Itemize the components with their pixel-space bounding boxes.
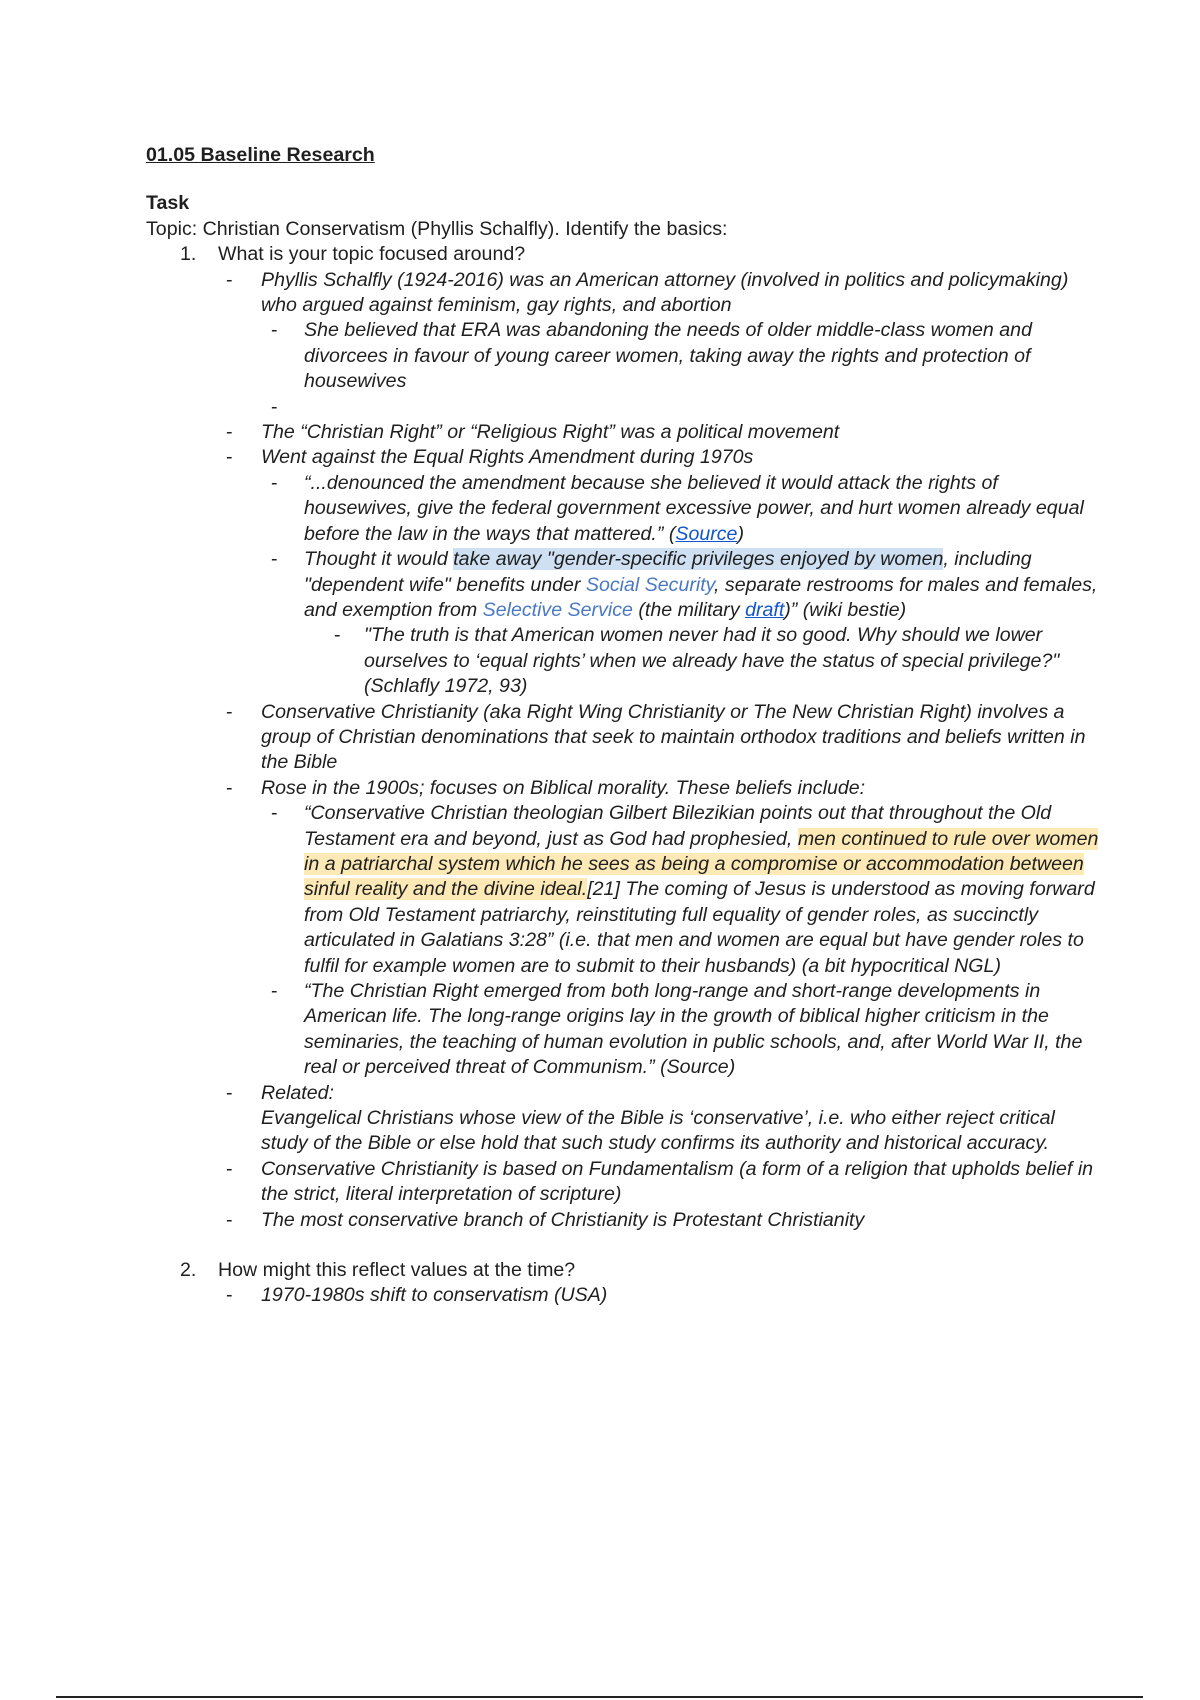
bullet-dash: - — [271, 548, 278, 571]
highlighted-text: take away "gender-specific privileges enjoyed by women — [453, 548, 944, 571]
bullet-text: )” (wiki bestie) — [784, 598, 907, 621]
question-number: 2. — [180, 1259, 197, 1282]
list-item — [146, 268, 1106, 420]
bullet-dash: - — [226, 1284, 233, 1307]
footer-divider — [56, 1696, 1143, 1698]
quote-text: “...denounced the amendment because she believed it would attack the rights of housewives, give the federal government excessive power, and hurt women already equal before the law in the ways that mattered.” ( — [304, 471, 1084, 545]
list-item — [146, 1283, 1106, 1308]
list-item — [146, 420, 1106, 445]
selective-service-link[interactable]: Selective Service — [482, 598, 633, 621]
bullet-dash: - — [271, 980, 278, 1002]
list-item — [146, 1208, 1106, 1233]
bullet-text: Phyllis Schalfly (1924-2016) was an American attorney (involved in politics and policymaking) who argued against feminism, gay rights, and abortion — [261, 268, 1069, 317]
social-security-link[interactable]: Social Security — [585, 573, 715, 596]
list-item — [261, 979, 1106, 1081]
list-item — [261, 801, 1106, 979]
document-page — [146, 143, 1106, 1309]
quote-text: “Conservative Christian theologian Gilbert Bilezikian points out that throughout the Old Testament era and beyond, just as God had prophesied, — [304, 802, 1052, 850]
document-title: 01.05 Baseline Research — [146, 144, 375, 166]
quote-text: “The Christian Right emerged from both long-range and short-range developments in American life. The long-range origins lay in the growth of biblical higher criticism in the seminaries, the teaching of human evolution in public schools, and, after World War II, the real or perceived threat of Communism.” (Source) — [304, 980, 1083, 1079]
draft-link[interactable]: draft — [745, 598, 785, 621]
bullet-dash: - — [226, 268, 233, 291]
bullet-text: , including "dependent wife" benefits under — [304, 548, 1032, 596]
quote-end: ) — [737, 522, 744, 545]
bullet-dash: - — [226, 700, 233, 723]
bullet-dash: - — [271, 319, 278, 342]
bullet-dash: - — [226, 421, 233, 444]
question-2-bullets — [146, 1283, 1106, 1308]
list-item — [261, 547, 1106, 699]
bullet-dash: - — [271, 395, 278, 418]
list-item — [146, 1081, 1106, 1157]
source-link[interactable]: Source — [675, 522, 738, 545]
related-label: Related: — [261, 1081, 334, 1104]
bullet-dash: - — [226, 1208, 233, 1231]
question-1-bullets — [146, 268, 1106, 1233]
list-item — [261, 318, 1106, 394]
bullet-dash: - — [226, 446, 233, 469]
bullet-text: (the military — [632, 598, 746, 621]
question-1 — [146, 242, 1106, 267]
bullet-text: Conservative Christianity is based on Fundamentalism (a form of a religion that upholds belief in the strict, literal interpretation of scripture) — [261, 1157, 1094, 1206]
list-item — [146, 776, 1106, 1081]
highlighted-text: men continued to rule over women in a patriarchal system which he sees as being a compromise or accommodation between sinful reality and the divine ideal. — [304, 827, 1099, 901]
bullet-text: The “Christian Right” or “Religious Right” was a political movement — [261, 421, 840, 444]
question-text: What is your topic focused around? — [218, 243, 526, 266]
bullet-dash: - — [334, 624, 341, 647]
question-number: 1. — [180, 243, 197, 266]
topic-line: Topic: Christian Conservatism (Phyllis Schalfly). Identify the basics: — [146, 217, 728, 240]
question-2 — [146, 1258, 1106, 1283]
bullet-text: 1970-1980s shift to conservatism (USA) — [261, 1284, 608, 1307]
bullet-text: Rose in the 1900s; focuses on Biblical morality. These beliefs include: — [261, 776, 866, 799]
bullet-dash: - — [271, 471, 278, 494]
bullet-dash: - — [226, 1081, 233, 1104]
question-text: How might this reflect values at the time? — [218, 1259, 576, 1282]
bullet-text: Went against the Equal Rights Amendment during 1970s — [261, 446, 754, 469]
bullet-text: The most conservative branch of Christianity is Protestant Christianity — [261, 1208, 865, 1231]
list-item-empty — [261, 395, 1106, 420]
quote-text: [21] The coming of Jesus is understood as moving forward from Old Testament patriarchy, reinstituting full equality of gender roles, as succinctly articulated in Galatians 3:28” (i.e. that men and women are equal but have gender roles to fulfil for example women are to submit to their husbands) (a bit hypocritical NGL) — [304, 878, 1095, 977]
list-item — [146, 700, 1106, 776]
bullet-text: She believed that ERA was abandoning the needs of older middle-class women and divorcees in favour of young career women, taking away the rights and protection of housewives — [304, 319, 1032, 393]
bullet-text: Thought it would — [304, 548, 454, 571]
bullet-text: , separate restrooms for males and females, and exemption from — [304, 573, 1098, 621]
bullet-text: Conservative Christianity (aka Right Wing Christianity or The New Christian Right) involves a group of Christian denominations that seek to maintain orthodox traditions and beliefs written in the Bible — [261, 700, 1086, 774]
bullet-text: Evangelical Christians whose view of the Bible is ‘conservative’, i.e. who either reject critical study of the Bible or else hold that such study confirms its authority and historical accuracy. — [261, 1107, 1055, 1155]
task-heading: Task — [146, 192, 190, 215]
list-item — [261, 471, 1106, 547]
quote-text: "The truth is that American women never had it so good. Why should we lower ourselves to ‘equal rights’ when we already have the status of special privilege?" (Schlafly 1972, 93) — [364, 624, 1060, 698]
list-item — [146, 1157, 1106, 1208]
bullet-dash: - — [226, 776, 233, 799]
list-item — [304, 623, 1106, 699]
bullet-dash: - — [271, 802, 278, 825]
bullet-dash: - — [226, 1157, 233, 1180]
list-item — [146, 445, 1106, 699]
